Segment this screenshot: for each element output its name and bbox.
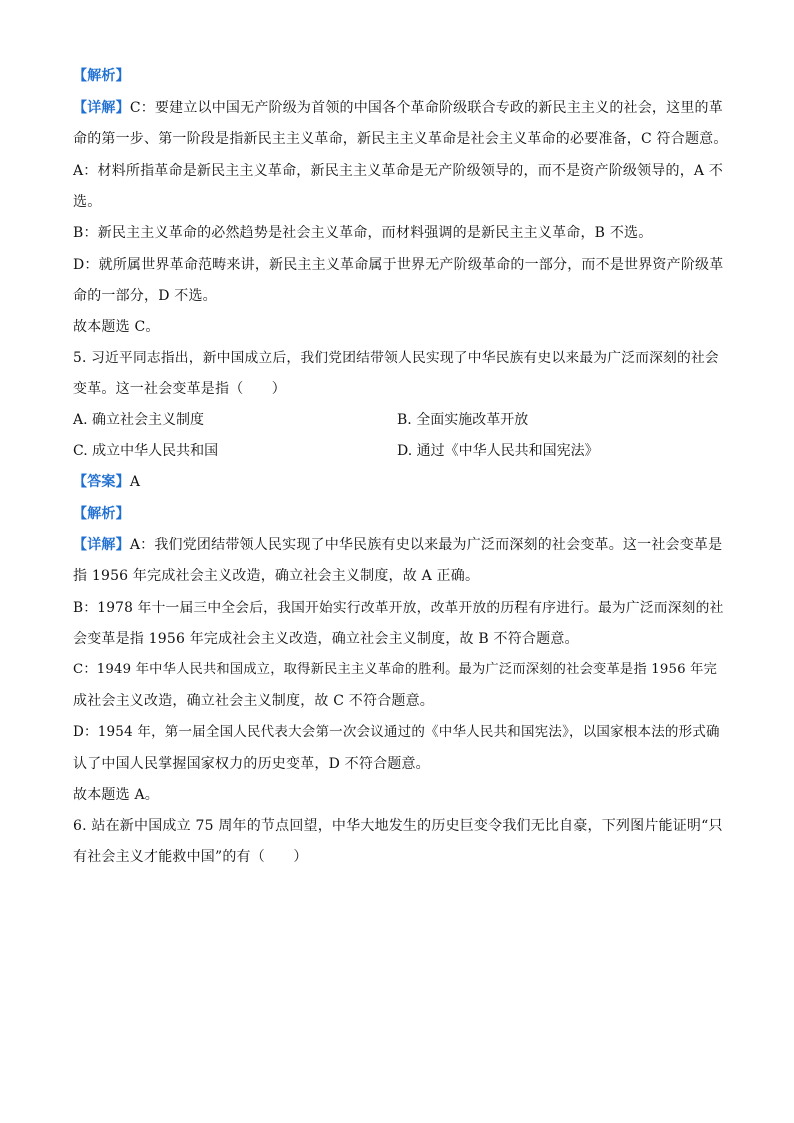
answer-line bbox=[73, 472, 140, 492]
analysis-tag: 【解析】 bbox=[73, 506, 130, 522]
detail-text: C：要建立以中国无产阶级为首领的中国各个革命阶级联合专政的新民主主义的社会，这里的革 bbox=[129, 100, 723, 116]
analysis-tag: 【解析】 bbox=[73, 68, 130, 84]
detail-text: D：就所属世界革命范畴来讲，新民主主义革命属于世界无产阶级革命的一部分，而不是世界资产阶级革 bbox=[73, 257, 724, 273]
answer-tag: 【答案】 bbox=[73, 474, 130, 490]
option-c: C. 成立中华人民共和国 bbox=[73, 443, 219, 459]
detail-text: 命的一部分，D 不选。 bbox=[73, 288, 217, 304]
detail-text: A：材料所指革命是新民主主义革命，新民主主义革命是无产阶级领导的，而不是资产阶级领导的，A 不 bbox=[73, 163, 724, 179]
question-stem: 5. 习近平同志指出，新中国成立后，我们党团结带领人民实现了中华民族有史以来最为广泛而深刻的社会 bbox=[73, 350, 719, 366]
detail-text: 指 1956 年完成社会主义改造，确立社会主义制度，故 A 正确。 bbox=[73, 568, 480, 584]
detail-text: 会变革是指 1956 年完成社会主义改造，确立社会主义制度，故 B 不符合题意。 bbox=[73, 631, 579, 647]
conclusion-text: 故本题选 C。 bbox=[73, 319, 160, 335]
detail-paragraph-line bbox=[73, 535, 722, 555]
detail-text: A：我们党团结带领人民实现了中华民族有史以来最为广泛而深刻的社会变革。这一社会变革是 bbox=[129, 537, 723, 553]
detail-text: 命的第一步、第一阶段是指新民主主义革命，新民主主义革命是社会主义革命的必要准备，C 符合题意。 bbox=[73, 131, 728, 147]
conclusion-text: 故本题选 A。 bbox=[73, 787, 159, 803]
question-stem: 6. 站在新中国成立 75 周年的节点回望，中华大地发生的历史巨变令我们无比自豪，下列图片能证明“只 bbox=[73, 818, 723, 834]
option-d: D. 通过《中华人民共和国宪法》 bbox=[397, 443, 599, 459]
detail-tag: 【详解】 bbox=[73, 537, 130, 553]
detail-text: 选。 bbox=[73, 194, 102, 210]
detail-text: 成社会主义改造，确立社会主义制度，故 C 不符合题意。 bbox=[73, 693, 435, 709]
answer-value: A bbox=[129, 474, 141, 490]
question-stem: 有社会主义才能救中国”的有（ ） bbox=[73, 849, 308, 865]
detail-text: D：1954 年，第一届全国人民代表大会第一次会议通过的《中华人民共和国宪法》，以国家根本法的形式确 bbox=[73, 724, 720, 740]
detail-tag: 【详解】 bbox=[73, 100, 130, 116]
detail-paragraph-line bbox=[73, 98, 723, 118]
detail-text: C：1949 年中华人民共和国成立，取得新民主主义革命的胜利。最为广泛而深刻的社会变革是指 1956 年完 bbox=[73, 662, 718, 677]
detail-text: B：1978 年十一届三中全会后，我国开始实行改革开放，改革开放的历程有序进行。最为广泛而深刻的社 bbox=[73, 600, 724, 616]
question-stem: 变革。这一社会变革是指（ ） bbox=[73, 381, 286, 397]
detail-text: B：新民主主义革命的必然趋势是社会主义革命，而材料强调的是新民主主义革命，B 不选。 bbox=[73, 225, 653, 241]
option-a: A. 确立社会主义制度 bbox=[73, 412, 205, 428]
option-b: B. 全面实施改革开放 bbox=[397, 412, 529, 428]
detail-text: 认了中国人民掌握国家权力的历史变革，D 不符合题意。 bbox=[73, 756, 430, 772]
